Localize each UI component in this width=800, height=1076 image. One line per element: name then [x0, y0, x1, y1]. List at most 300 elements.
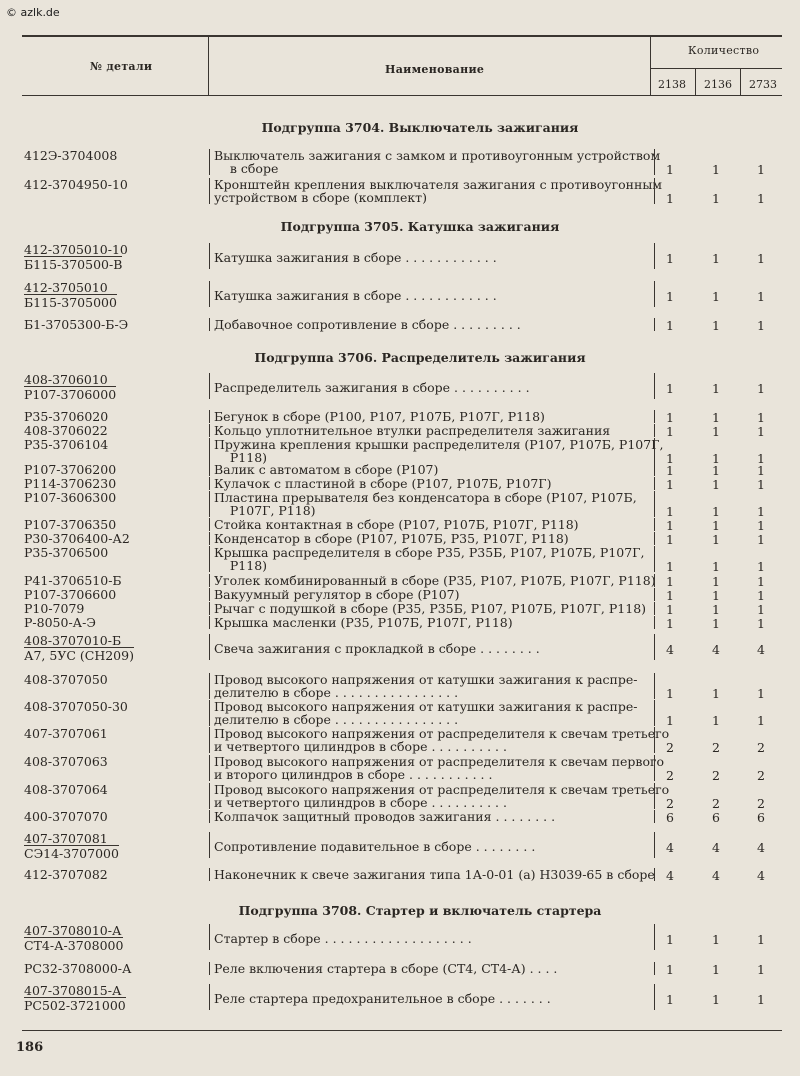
quantity-2138: 1: [666, 251, 674, 266]
quantity-2733: 1: [757, 518, 765, 533]
part-number: [24, 868, 199, 881]
part-name: [214, 810, 654, 823]
part-number-primary: 407-3707061: [24, 726, 108, 741]
part-name: [214, 546, 654, 572]
part-name: [214, 318, 654, 331]
row-bracket: [209, 463, 210, 476]
part-name: [214, 463, 654, 476]
row-bracket: [209, 178, 210, 204]
quantity-2138: 1: [666, 381, 674, 396]
quantity-2733: 1: [757, 559, 765, 574]
qty-bracket: [654, 634, 655, 660]
part-number: [24, 700, 199, 713]
watermark: © azlk.de: [6, 6, 60, 19]
part-name-line: Наконечник к свече зажигания типа 1А-0-01 (а) Н3039-65 в сборе: [214, 867, 655, 882]
part-name: [214, 642, 654, 655]
quantity-2138: 1: [666, 451, 674, 466]
quantity-2136: 1: [712, 424, 720, 439]
qty-bracket: [654, 532, 655, 545]
quantity-2136: 1: [712, 451, 720, 466]
part-name: [214, 932, 654, 945]
quantity-2733: 1: [757, 318, 765, 333]
part-name-line: Конденсатор в сборе (Р107, Р107Б, Р35, Р107Г, Р118): [214, 531, 569, 546]
quantity-2733: 1: [757, 477, 765, 492]
quantity-2138: 1: [666, 602, 674, 617]
quantity-2733: 6: [757, 810, 765, 825]
quantity-2136: 4: [712, 642, 720, 657]
part-name-line: Р118): [214, 558, 268, 573]
part-name-line: устройством в сборе (комплект): [214, 190, 427, 205]
part-number: [24, 984, 199, 1012]
part-number: [24, 727, 199, 740]
part-name-line: Провод высокого напряжения от катушки зажигания к распре-: [214, 699, 638, 714]
part-name: [214, 574, 654, 587]
quantity-2138: 1: [666, 463, 674, 478]
qty-bracket: [654, 984, 655, 1010]
part-name-line: Кронштейн крепления выключателя зажигания с противоугонным: [214, 177, 662, 192]
part-name-line: Провод высокого напряжения от распределителя к свечам третьего: [214, 782, 670, 797]
part-name: [214, 177, 662, 205]
quantity-2138: 2: [666, 796, 674, 811]
part-number-primary: Р107-3706350: [24, 517, 117, 532]
part-name-line: и второго цилиндров в сборе . . . . . . . . . . .: [214, 767, 493, 782]
quantity-2138: 1: [666, 588, 674, 603]
part-number-alternate: РС502-3721000: [24, 998, 126, 1013]
part-name: [214, 754, 665, 782]
page-number: 186: [16, 1040, 44, 1055]
row-bracket: [209, 424, 210, 437]
part-number: [24, 463, 199, 476]
qty-bracket: [654, 424, 655, 437]
part-name-line: Колпачок защитный проводов зажигания . . . . . . . .: [214, 809, 556, 824]
quantity-2136: 1: [712, 289, 720, 304]
part-number: [24, 149, 199, 162]
part-number: [24, 243, 199, 271]
quantity-2136: 1: [712, 616, 720, 631]
part-name-line: и четвертого цилиндров в сборе . . . . . . . . . .: [214, 739, 507, 754]
header-divider: [695, 68, 696, 95]
part-number-primary: 408-3707050-30: [24, 699, 128, 714]
part-number-alternate: А7, 5УС (СН209): [24, 648, 134, 663]
part-number-primary: 408-3706010: [24, 372, 108, 387]
part-name-line: Катушка зажигания в сборе . . . . . . . . . . . .: [214, 250, 497, 265]
part-name: [214, 251, 654, 264]
part-name: [214, 532, 654, 545]
quantity-2733: 1: [757, 162, 765, 177]
part-number: [24, 962, 199, 975]
part-number-primary: Б1-3705300-Б-Э: [24, 317, 129, 332]
column-quantity: Количество: [688, 44, 760, 57]
part-name-line: Крышка распределителя в сборе Р35, Р35Б, Р107, Р107Б, Р107Г,: [214, 545, 645, 560]
row-bracket: [209, 477, 210, 490]
part-number-primary: Р35-3706104: [24, 437, 109, 452]
qty-bracket: [654, 546, 655, 572]
part-name-line: Бегунок в сборе (Р100, Р107, Р107Б, Р107Г, Р118): [214, 409, 545, 424]
part-number: [24, 438, 199, 451]
header-divider: [740, 68, 741, 95]
section-title: Подгруппа 3706. Распределитель зажигания: [254, 350, 586, 365]
quantity-2136: 1: [712, 686, 720, 701]
part-number-primary: 408-3707063: [24, 754, 108, 769]
qty-bracket: [654, 574, 655, 587]
header-divider: [208, 36, 209, 95]
quantity-2136: 1: [712, 962, 720, 977]
quantity-2733: 1: [757, 251, 765, 266]
part-number-primary: 408-3707050: [24, 672, 108, 687]
quantity-2733: 1: [757, 932, 765, 947]
quantity-2138: 1: [666, 477, 674, 492]
part-name: [214, 992, 654, 1005]
qty-bracket: [654, 243, 655, 269]
part-number-primary: Р10-7079: [24, 601, 85, 616]
quantity-2733: 1: [757, 532, 765, 547]
row-bracket: [209, 588, 210, 601]
quantity-2138: 6: [666, 810, 674, 825]
part-name-line: Выключатель зажигания с замком и противоугонным устройством: [214, 148, 661, 163]
quantity-2136: 4: [712, 868, 720, 883]
quantity-2138: 1: [666, 962, 674, 977]
header-divider: [650, 68, 782, 69]
quantity-2733: 1: [757, 713, 765, 728]
part-name-line: Провод высокого напряжения от распределителя к свечам первого: [214, 754, 665, 769]
row-bracket: [209, 281, 210, 307]
part-name-line: Пластина прерывателя без конденсатора в сборе (Р107, Р107Б,: [214, 490, 637, 505]
qty-bracket: [654, 149, 655, 175]
part-number: [24, 546, 199, 559]
part-name: [214, 700, 654, 726]
quantity-2136: 1: [712, 518, 720, 533]
quantity-2733: 1: [757, 451, 765, 466]
part-number-primary: Р35-3706020: [24, 409, 109, 424]
row-bracket: [209, 602, 210, 615]
part-name-line: делителю в сборе . . . . . . . . . . . . . . . .: [214, 712, 459, 727]
part-name-line: Вакуумный регулятор в сборе (Р107): [214, 587, 460, 602]
quantity-2136: 2: [712, 796, 720, 811]
row-bracket: [209, 616, 210, 629]
part-number: [24, 924, 199, 952]
quantity-2733: 1: [757, 588, 765, 603]
header-divider: [650, 36, 651, 95]
quantity-2136: 1: [712, 532, 720, 547]
quantity-2138: 1: [666, 616, 674, 631]
quantity-2138: 1: [666, 504, 674, 519]
quantity-2136: 2: [712, 740, 720, 755]
quantity-2733: 1: [757, 686, 765, 701]
row-bracket: [209, 546, 210, 572]
quantity-2136: 1: [712, 713, 720, 728]
quantity-2138: 1: [666, 410, 674, 425]
quantity-2733: 1: [757, 463, 765, 478]
quantity-2733: 2: [757, 740, 765, 755]
quantity-2733: 1: [757, 616, 765, 631]
section-title: Подгруппа 3708. Стартер и включатель стартера: [238, 903, 602, 918]
part-number: [24, 783, 199, 796]
qty-bracket: [654, 463, 655, 476]
part-number: [24, 518, 199, 531]
qty-bracket: [654, 868, 655, 881]
row-bracket: [209, 243, 210, 269]
part-name-line: Сопротивление подавительное в сборе . . . . . . . .: [214, 839, 536, 854]
quantity-2138: 1: [666, 992, 674, 1007]
part-number: [24, 318, 199, 331]
footer-rule: [22, 1030, 782, 1031]
part-number-primary: 412-3707082: [24, 867, 108, 882]
model-2136: 2136: [704, 78, 732, 91]
row-bracket: [209, 373, 210, 399]
row-bracket: [209, 810, 210, 823]
qty-bracket: [654, 924, 655, 950]
part-name: [214, 437, 664, 465]
quantity-2138: 1: [666, 559, 674, 574]
part-name: [214, 491, 654, 517]
qty-bracket: [654, 410, 655, 423]
row-bracket: [209, 868, 210, 881]
part-name-line: Катушка зажигания в сборе . . . . . . . . . . . .: [214, 288, 497, 303]
qty-bracket: [654, 373, 655, 399]
part-name-line: Кулачок с пластиной в сборе (Р107, Р107Б, Р107Г): [214, 476, 552, 491]
part-name-line: в сборе: [214, 161, 279, 176]
part-name-line: Крышка масленки (Р35, Р107Б, Р107Г, Р118): [214, 615, 513, 630]
column-name: Наименование: [385, 63, 485, 76]
quantity-2136: 1: [712, 559, 720, 574]
part-name: [214, 616, 654, 629]
part-number-primary: 412Э-3704008: [24, 148, 118, 163]
part-number-alternate: Б115-3705000: [24, 295, 117, 310]
part-number: [24, 832, 199, 860]
qty-bracket: [654, 616, 655, 629]
quantity-2733: 1: [757, 289, 765, 304]
quantity-2138: 1: [666, 932, 674, 947]
part-name-line: Стартер в сборе . . . . . . . . . . . . . . . . . . .: [214, 931, 472, 946]
part-number-primary: 408-3706022: [24, 423, 108, 438]
row-bracket: [209, 673, 210, 699]
quantity-2136: 1: [712, 932, 720, 947]
part-name-line: Свеча зажигания с прокладкой в сборе . . . . . . . .: [214, 641, 540, 656]
quantity-2138: 4: [666, 840, 674, 855]
row-bracket: [209, 783, 210, 809]
part-name-line: Стойка контактная в сборе (Р107, Р107Б, Р107Г, Р118): [214, 517, 579, 532]
quantity-2136: 1: [712, 504, 720, 519]
part-name: [214, 518, 654, 531]
quantity-2733: 1: [757, 992, 765, 1007]
quantity-2733: 1: [757, 410, 765, 425]
part-name: [214, 148, 661, 176]
quantity-2733: 4: [757, 840, 765, 855]
quantity-2733: 1: [757, 191, 765, 206]
row-bracket: [209, 438, 210, 464]
part-name-line: Провод высокого напряжения от распределителя к свечам третьего: [214, 726, 670, 741]
part-name-line: и четвертого цилиндров в сборе . . . . . . . . . .: [214, 795, 507, 810]
part-name: [214, 588, 654, 601]
part-number-primary: Р30-3706400-А2: [24, 531, 130, 546]
part-number-primary: 412-3705010: [24, 280, 108, 295]
part-number-primary: Р41-3706510-Б: [24, 573, 122, 588]
part-name: [214, 726, 670, 754]
row-bracket: [209, 832, 210, 858]
section-title: Подгруппа 3704. Выключатель зажигания: [261, 120, 579, 135]
part-name: [214, 477, 654, 490]
header-bottom-rule: [22, 95, 782, 96]
model-2733: 2733: [749, 78, 777, 91]
part-number: [24, 477, 199, 490]
header-top-rule: [22, 35, 782, 37]
part-name: [214, 289, 654, 302]
part-number: [24, 532, 199, 545]
part-name: [214, 381, 654, 394]
part-number: [24, 616, 199, 629]
quantity-2733: 1: [757, 602, 765, 617]
column-part-number: № детали: [90, 60, 153, 73]
part-name: [214, 782, 670, 810]
quantity-2733: 2: [757, 796, 765, 811]
row-bracket: [209, 518, 210, 531]
quantity-2136: 1: [712, 191, 720, 206]
qty-bracket: [654, 962, 655, 975]
part-number-primary: РС32-3708000-А: [24, 961, 132, 976]
part-name: [214, 410, 654, 423]
part-number-alternate: Б115-370500-В: [24, 257, 123, 272]
part-number-primary: 412-3705010-10: [24, 242, 128, 257]
part-number-primary: 412-3704950-10: [24, 177, 128, 192]
qty-bracket: [654, 783, 655, 809]
part-number: [24, 424, 199, 437]
part-name: [214, 602, 654, 615]
part-number-primary: Р114-3706230: [24, 476, 117, 491]
part-number: [24, 755, 199, 768]
part-number-primary: 408-3707064: [24, 782, 108, 797]
row-bracket: [209, 755, 210, 781]
quantity-2136: 1: [712, 318, 720, 333]
row-bracket: [209, 491, 210, 517]
qty-bracket: [654, 438, 655, 464]
part-number: [24, 281, 199, 309]
part-name: [214, 962, 654, 975]
part-name-line: Реле стартера предохранительное в сборе . . . . . . .: [214, 991, 551, 1006]
quantity-2136: 1: [712, 574, 720, 589]
qty-bracket: [654, 588, 655, 601]
quantity-2136: 2: [712, 768, 720, 783]
quantity-2733: 1: [757, 504, 765, 519]
quantity-2138: 1: [666, 518, 674, 533]
part-name-line: Реле включения стартера в сборе (СТ4, СТ4-А) . . . .: [214, 961, 558, 976]
quantity-2136: 1: [712, 477, 720, 492]
row-bracket: [209, 962, 210, 975]
part-number-alternate: СТ4-А-3708000: [24, 938, 124, 953]
quantity-2733: 2: [757, 768, 765, 783]
quantity-2136: 1: [712, 381, 720, 396]
section-title: Подгруппа 3705. Катушка зажигания: [280, 219, 560, 234]
qty-bracket: [654, 810, 655, 823]
quantity-2138: 4: [666, 868, 674, 883]
quantity-2136: 6: [712, 810, 720, 825]
quantity-2138: 1: [666, 162, 674, 177]
part-name: [214, 424, 654, 437]
qty-bracket: [654, 727, 655, 753]
quantity-2733: 1: [757, 962, 765, 977]
row-bracket: [209, 574, 210, 587]
quantity-2136: 1: [712, 251, 720, 266]
quantity-2136: 1: [712, 588, 720, 603]
qty-bracket: [654, 602, 655, 615]
part-name-line: Рычаг с подушкой в сборе (Р35, Р35Б, Р107, Р107Б, Р107Г, Р118): [214, 601, 647, 616]
model-2138: 2138: [658, 78, 686, 91]
qty-bracket: [654, 755, 655, 781]
quantity-2733: 1: [757, 381, 765, 396]
quantity-2138: 2: [666, 740, 674, 755]
part-number-primary: 400-3707070: [24, 809, 108, 824]
part-number: [24, 602, 199, 615]
row-bracket: [209, 727, 210, 753]
part-name-line: Распределитель зажигания в сборе . . . . . . . . . .: [214, 380, 530, 395]
part-name-line: Пружина крепления крышки распределителя (Р107, Р107Б, Р107Г,: [214, 437, 664, 452]
part-number: [24, 673, 199, 686]
part-number-alternate: Р107-3706000: [24, 387, 117, 402]
part-number: [24, 574, 199, 587]
quantity-2138: 1: [666, 574, 674, 589]
qty-bracket: [654, 318, 655, 331]
quantity-2136: 1: [712, 410, 720, 425]
qty-bracket: [654, 832, 655, 858]
quantity-2138: 4: [666, 642, 674, 657]
part-name-line: Кольцо уплотнительное втулки распределителя зажигания: [214, 423, 611, 438]
qty-bracket: [654, 281, 655, 307]
quantity-2138: 1: [666, 713, 674, 728]
quantity-2138: 1: [666, 686, 674, 701]
qty-bracket: [654, 477, 655, 490]
quantity-2138: 2: [666, 768, 674, 783]
row-bracket: [209, 410, 210, 423]
part-number: [24, 410, 199, 423]
row-bracket: [209, 318, 210, 331]
part-name: [214, 868, 654, 881]
part-name-line: Уголек комбинированный в сборе (Р35, Р107, Р107Б, Р107Г, Р118): [214, 573, 656, 588]
part-number: [24, 491, 199, 504]
part-number-primary: Р107-3706600: [24, 587, 117, 602]
qty-bracket: [654, 700, 655, 726]
part-number-primary: 407-3708015-А: [24, 983, 122, 998]
part-name-line: Провод высокого напряжения от катушки зажигания к распре-: [214, 672, 638, 687]
part-number-primary: 408-3707010-Б: [24, 633, 122, 648]
row-bracket: [209, 149, 210, 175]
quantity-2733: 1: [757, 574, 765, 589]
part-number: [24, 178, 199, 191]
part-number-primary: 407-3708010-А: [24, 923, 122, 938]
part-name: [214, 840, 654, 853]
quantity-2138: 1: [666, 424, 674, 439]
part-number: [24, 810, 199, 823]
quantity-2136: 1: [712, 463, 720, 478]
quantity-2136: 1: [712, 162, 720, 177]
quantity-2138: 1: [666, 318, 674, 333]
part-name-line: Добавочное сопротивление в сборе . . . . . . . . .: [214, 317, 521, 332]
quantity-2733: 1: [757, 424, 765, 439]
part-number: [24, 634, 199, 662]
row-bracket: [209, 924, 210, 950]
quantity-2136: 4: [712, 840, 720, 855]
qty-bracket: [654, 673, 655, 699]
row-bracket: [209, 634, 210, 660]
part-name-line: Р118): [214, 450, 268, 465]
row-bracket: [209, 984, 210, 1010]
part-number-primary: Р107-3606300: [24, 490, 117, 505]
part-number: [24, 373, 199, 401]
quantity-2138: 1: [666, 191, 674, 206]
part-number: [24, 588, 199, 601]
quantity-2138: 1: [666, 532, 674, 547]
part-name-line: делителю в сборе . . . . . . . . . . . . . . . .: [214, 685, 459, 700]
qty-bracket: [654, 518, 655, 531]
part-number-primary: Р35-3706500: [24, 545, 109, 560]
